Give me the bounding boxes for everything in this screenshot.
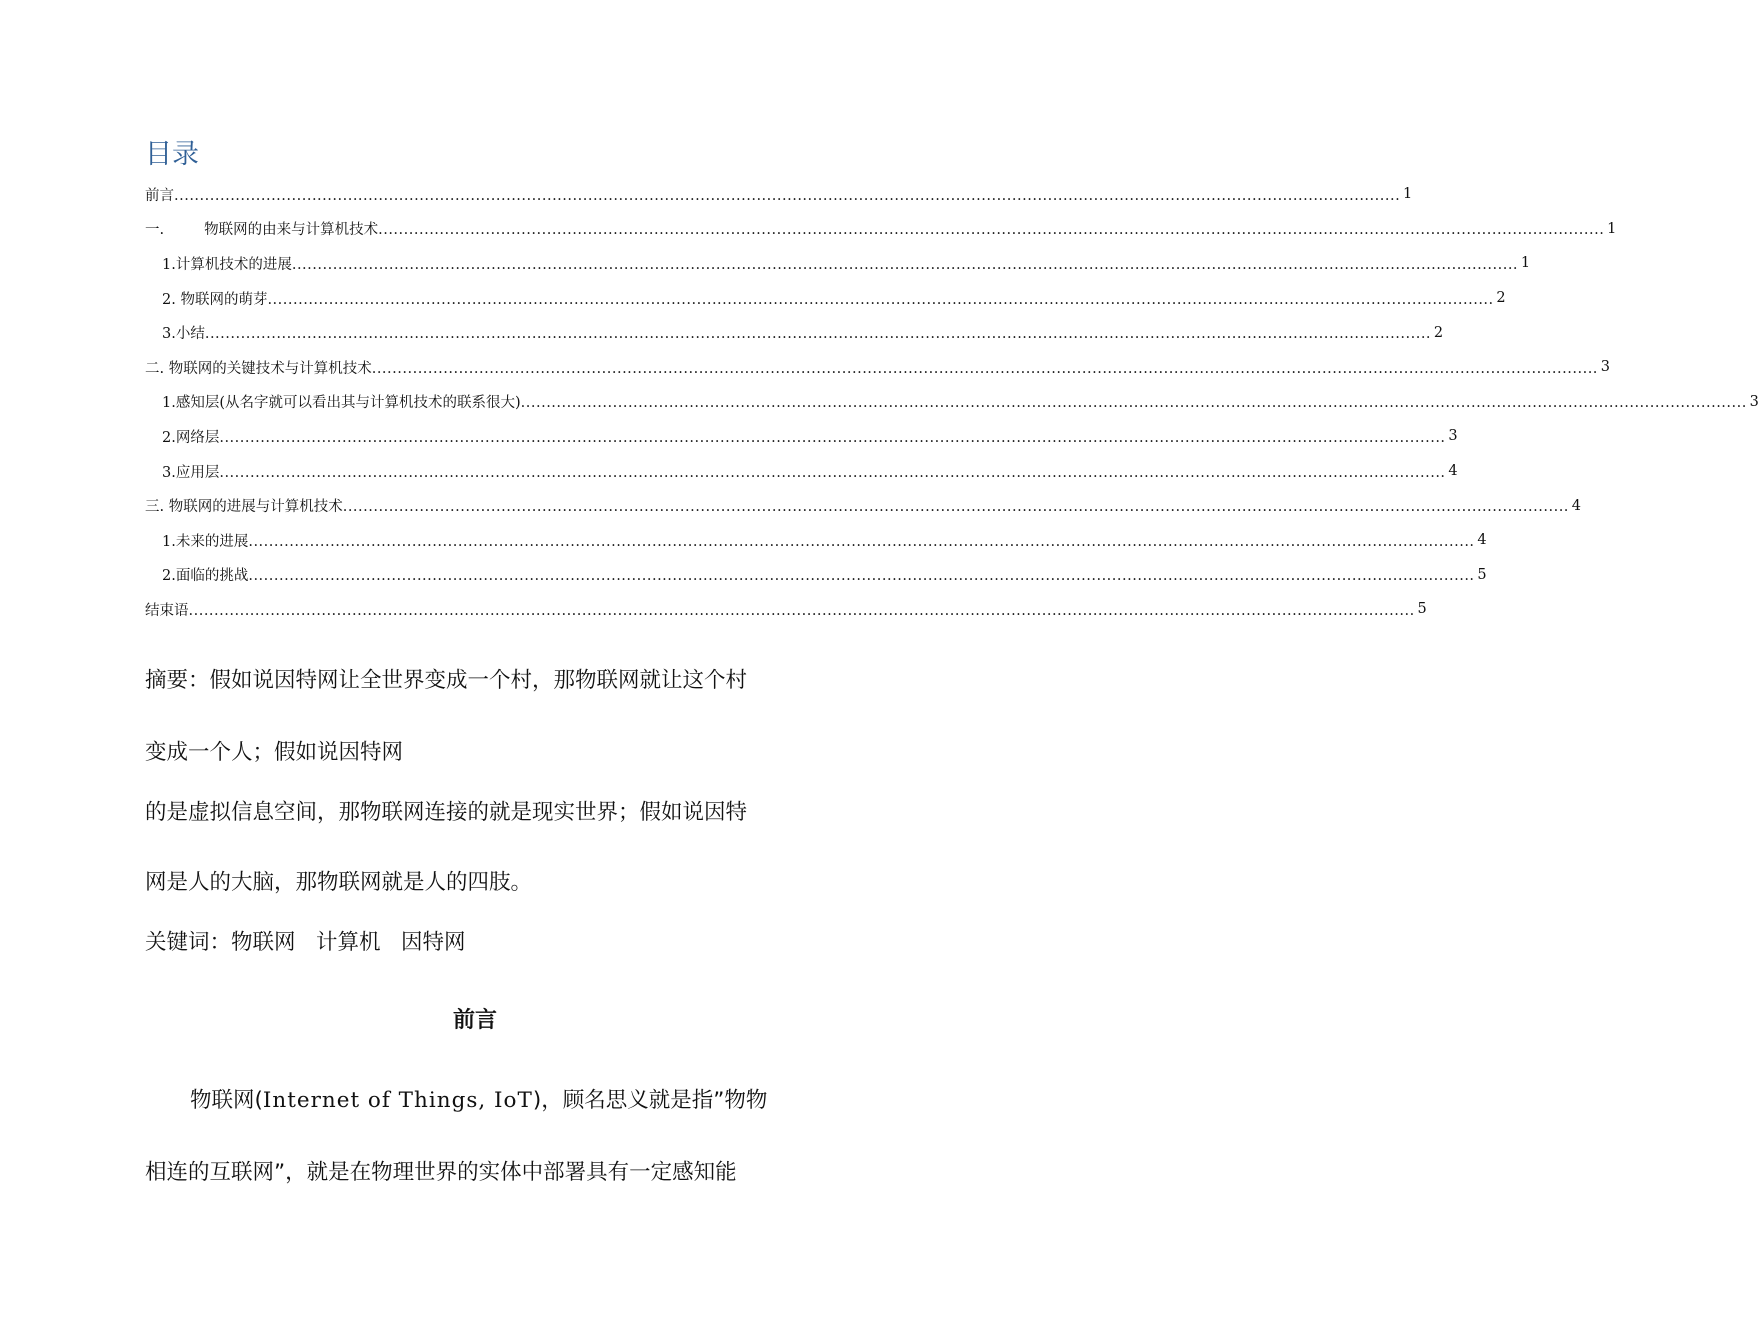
toc-entry-label: 3.应用层	[162, 464, 220, 481]
toc-entry[interactable]	[145, 454, 1458, 489]
toc-leader: ................................................................................................................................................................................................................................................	[219, 429, 1446, 446]
toc-entry[interactable]	[145, 315, 1444, 350]
abstract-line: 网是人的大脑，那物联网就是人的四肢。	[145, 870, 533, 895]
toc-entry-label: 结束语	[145, 602, 189, 619]
toc-entry[interactable]	[145, 350, 1610, 385]
toc-leader: ................................................................................................................................................................................................................................................	[267, 291, 1494, 308]
toc-leader: ................................................................................................................................................................................................................................................	[342, 499, 1569, 516]
toc-page-number: 3	[1600, 359, 1610, 376]
toc-entry-label: 2. 物联网的萌芽	[162, 291, 268, 308]
toc-page-number: 4	[1477, 532, 1487, 549]
toc-entry[interactable]	[145, 177, 1413, 212]
toc-page-number: 1	[1607, 220, 1617, 237]
abstract-line: 变成一个人；假如说因特网	[145, 740, 404, 765]
toc-entry[interactable]	[145, 419, 1458, 454]
preface-text: )，顾名思义就是指”物物	[532, 1088, 768, 1113]
toc-page-number: 1	[1520, 255, 1531, 272]
toc-entry-number: 一.	[145, 222, 165, 239]
table-of-contents	[145, 177, 1759, 627]
abstract-line: 摘要：假如说因特网让全世界变成一个村，那物联网就让这个村	[145, 668, 748, 693]
toc-entry-label: 2.面临的挑战	[162, 568, 249, 585]
toc-page-number: 5	[1417, 601, 1427, 618]
toc-leader: ................................................................................................................................................................................................................................................	[520, 395, 1747, 412]
toc-leader: ................................................................................................................................................................................................................................................	[378, 222, 1605, 239]
toc-entry-label: 1.未来的进展	[162, 533, 249, 550]
toc-page-number: 3	[1448, 428, 1458, 445]
preface-paragraph-line: 相连的互联网”，就是在物理世界的实体中部署具有一定感知能	[145, 1160, 737, 1185]
toc-entry[interactable]	[145, 558, 1487, 593]
toc-page-number: 3	[1749, 393, 1759, 410]
toc-title: 目录	[145, 139, 199, 170]
toc-entry[interactable]	[145, 592, 1427, 627]
toc-entry-label: 3.小结	[162, 326, 205, 343]
toc-entry-label: 前言	[145, 187, 174, 204]
preface-paragraph-line	[190, 1083, 810, 1114]
toc-entry[interactable]	[145, 281, 1506, 316]
toc-entry[interactable]	[145, 523, 1487, 558]
toc-leader: ................................................................................................................................................................................................................................................	[204, 326, 1432, 343]
toc-entry-label: 2.网络层	[162, 429, 220, 446]
toc-page-number: 1	[1402, 186, 1413, 203]
abstract-line: 的是虚拟信息空间，那物联网连接的就是现实世界；假如说因特	[145, 800, 748, 825]
toc-leader: ................................................................................................................................................................................................................................................	[188, 602, 1415, 619]
toc-entry-label: 1.计算机技术的进展	[162, 256, 292, 273]
toc-entry[interactable]	[145, 385, 1759, 420]
toc-entry-label: 二. 物联网的关键技术与计算机技术	[145, 360, 372, 377]
toc-page-number: 4	[1571, 497, 1581, 514]
toc-entry-label: 1.感知层(从名字就可以看出其与计算机技术的联系很大)	[162, 395, 521, 412]
toc-entry[interactable]	[145, 246, 1531, 281]
toc-leader: ................................................................................................................................................................................................................................................	[248, 533, 1475, 550]
preface-term: Internet of Things, IoT	[262, 1088, 533, 1113]
toc-entry-label: 物联网的由来与计算机技术	[204, 222, 379, 239]
preface-text: 物联网(	[190, 1088, 263, 1113]
toc-entry[interactable]	[145, 488, 1581, 523]
toc-leader: ................................................................................................................................................................................................................................................	[291, 256, 1519, 273]
toc-entry-label: 三. 物联网的进展与计算机技术	[145, 499, 343, 516]
keywords: 关键词：物联网 计算机 因特网	[145, 930, 466, 955]
toc-leader: ................................................................................................................................................................................................................................................	[371, 360, 1598, 377]
toc-leader: ................................................................................................................................................................................................................................................	[174, 187, 1401, 204]
toc-page-number: 5	[1477, 566, 1487, 583]
toc-page-number: 4	[1448, 463, 1458, 480]
toc-page-number: 2	[1496, 290, 1506, 307]
toc-leader: ................................................................................................................................................................................................................................................	[248, 568, 1475, 585]
toc-entry[interactable]	[145, 212, 1617, 247]
toc-leader: ................................................................................................................................................................................................................................................	[219, 464, 1446, 481]
preface-heading: 前言	[452, 1008, 497, 1033]
toc-page-number: 2	[1433, 324, 1444, 341]
